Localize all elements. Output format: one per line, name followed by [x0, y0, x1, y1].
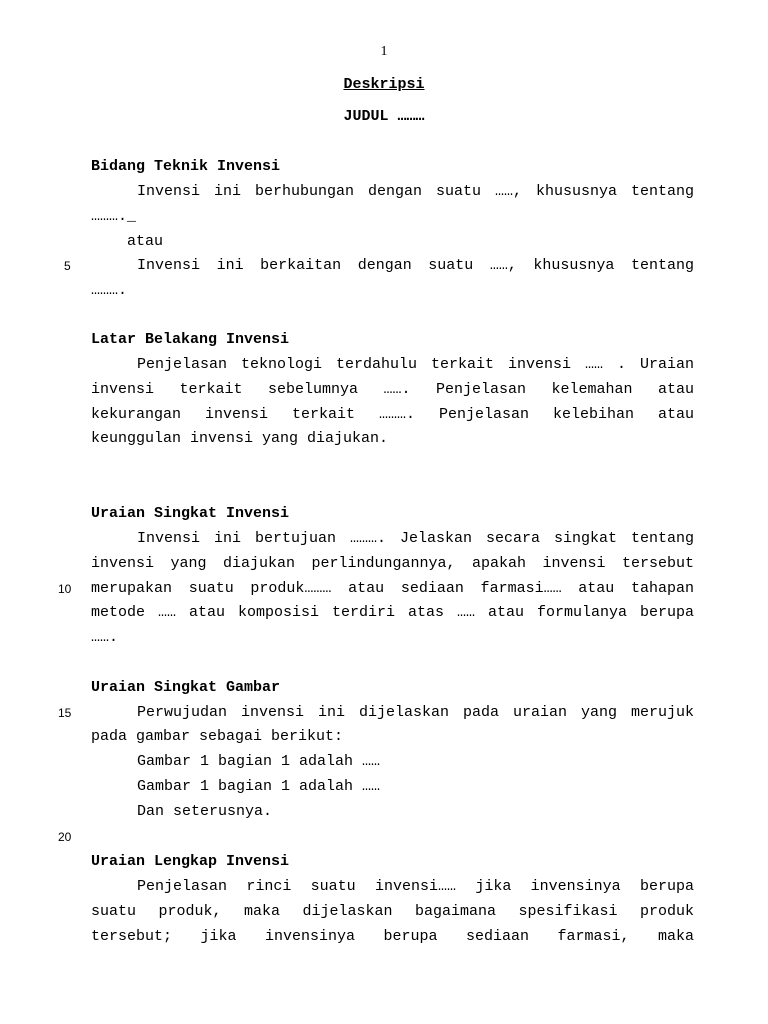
- paragraph-line: suatu produk, maka dijelaskan bagaimana spesifikasi produk: [91, 903, 694, 920]
- line-number: 10: [58, 582, 72, 596]
- paragraph-line: merupakan suatu produk……… atau sediaan farmasi…… atau tahapan: [91, 580, 694, 597]
- paragraph-line: Perwujudan invensi ini dijelaskan pada uraian yang merujuk: [137, 704, 694, 721]
- paragraph-line: pada gambar sebagai berikut:: [91, 728, 344, 745]
- line-number: 15: [58, 706, 72, 720]
- paragraph-line: Invensi ini berkaitan dengan suatu ……, khususnya tentang: [137, 257, 694, 274]
- paragraph-line: tersebut; jika invensinya berupa sediaan farmasi, maka: [91, 928, 694, 945]
- page-number: 1: [380, 44, 388, 59]
- line-number: 5: [64, 259, 71, 273]
- paragraph-line: Invensi ini berhubungan dengan suatu ……, khususnya tentang: [137, 183, 694, 200]
- paragraph-line: Penjelasan rinci suatu invensi…… jika invensinya berupa: [137, 878, 694, 895]
- line-number: 20: [58, 830, 72, 844]
- paragraph-line: ………._: [91, 208, 137, 225]
- figure-caption-line: Gambar 1 bagian 1 adalah ……: [137, 753, 381, 770]
- section-heading-lengkap: Uraian Lengkap Invensi: [91, 853, 290, 870]
- paragraph-line: atau: [127, 233, 164, 250]
- section-heading-singkat-invensi: Uraian Singkat Invensi: [91, 505, 290, 522]
- paragraph-line: invensi yang diajukan perlindungannya, apakah invensi tersebut: [91, 555, 694, 572]
- figure-caption-line: Gambar 1 bagian 1 adalah ……: [137, 778, 381, 795]
- section-heading-singkat-gambar: Uraian Singkat Gambar: [91, 679, 281, 696]
- paragraph-line: Invensi ini bertujuan ………. Jelaskan secara singkat tentang: [137, 530, 694, 547]
- invention-title-placeholder: JUDUL ………: [343, 108, 425, 125]
- section-heading-latar: Latar Belakang Invensi: [91, 331, 290, 348]
- paragraph-line: invensi terkait sebelumnya ……. Penjelasan kelemahan atau: [91, 381, 694, 398]
- paragraph-line: ……….: [91, 282, 128, 299]
- paragraph-line: Penjelasan teknologi terdahulu terkait invensi …… . Uraian: [137, 356, 694, 373]
- paragraph-line: kekurangan invensi terkait ………. Penjelasan kelebihan atau: [91, 406, 694, 423]
- page-title: Deskripsi: [343, 76, 425, 93]
- paragraph-line: …….: [91, 629, 119, 646]
- paragraph-line: Dan seterusnya.: [137, 803, 273, 820]
- section-heading-bidang: Bidang Teknik Invensi: [91, 158, 281, 175]
- paragraph-line: keunggulan invensi yang diajukan.: [91, 430, 389, 447]
- paragraph-line: metode …… atau komposisi terdiri atas …… atau formulanya berupa: [91, 604, 694, 621]
